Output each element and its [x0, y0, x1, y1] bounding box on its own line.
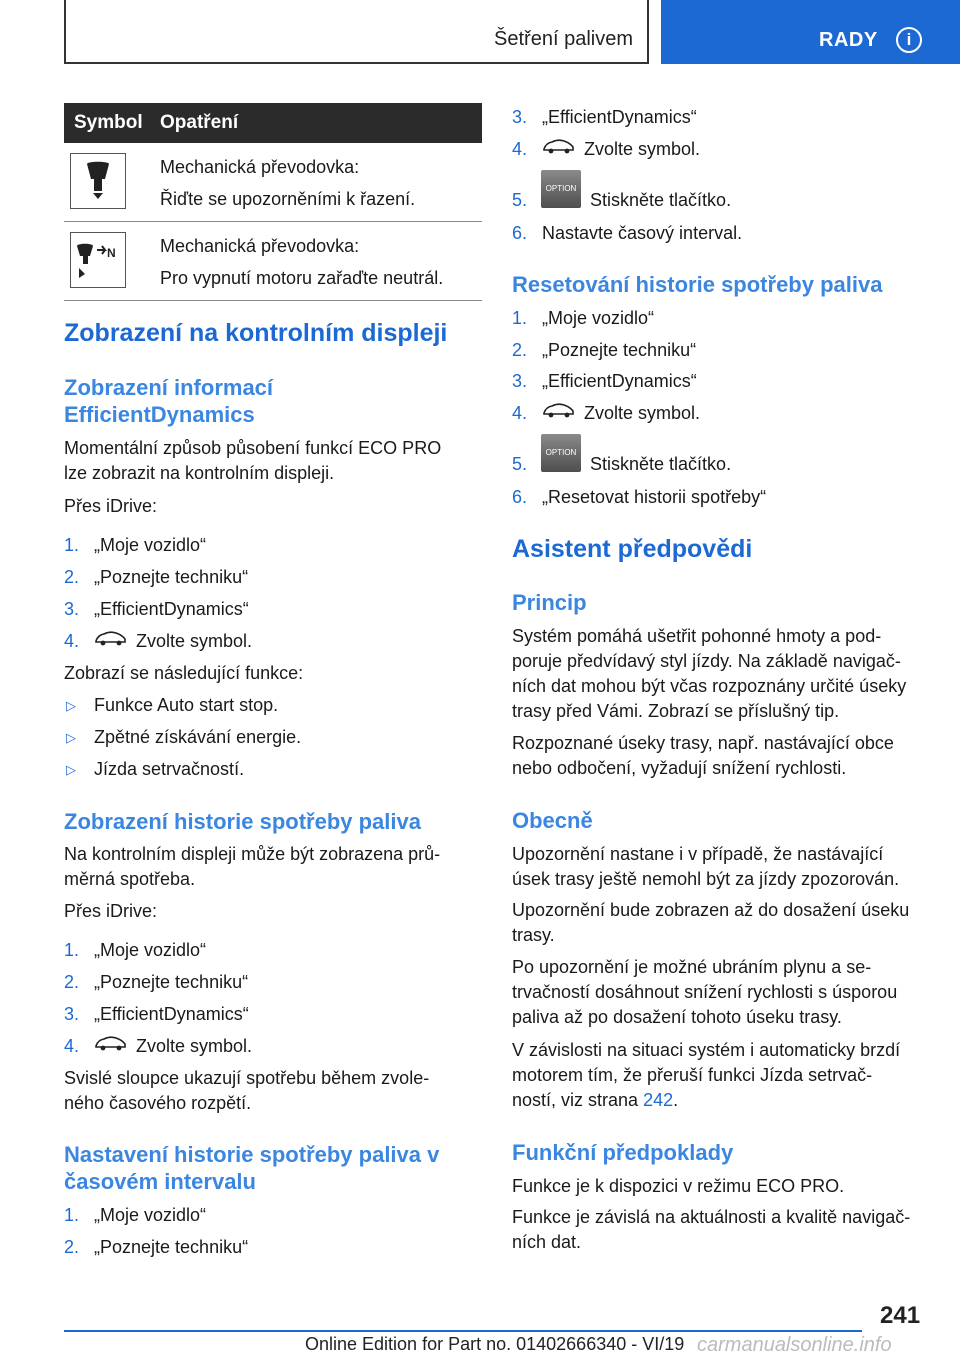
table-cell-line: Mechanická převodovka: — [160, 236, 360, 256]
paragraph: Přes iDrive: — [64, 496, 158, 516]
paragraph: Na kontrolním displeji může být zobrazena prů‐ měrná spotřeba. — [64, 844, 441, 889]
car-icon — [542, 401, 576, 428]
paragraph: Zobrazí se následující funkce: — [64, 663, 304, 683]
list-item: 5. OPTION Stiskněte tlačítko. — [512, 434, 932, 476]
page-number: 241 — [880, 1302, 921, 1329]
car-icon — [94, 1034, 128, 1061]
table-header-action: Opatření — [150, 103, 482, 143]
subsection-title: Zobrazení informací EfficientDynamics — [64, 375, 274, 427]
table-cell-line: Pro vypnutí motoru zařaďte neutrál. — [160, 268, 444, 288]
header-tab-label: RADY — [819, 29, 878, 51]
section-title: Asistent předpovědi — [512, 535, 753, 563]
list-item: 3. „EfficientDynamics“ — [512, 371, 697, 391]
list-item: 4. Zvolte symbol. — [512, 401, 932, 426]
list-item: 3. „EfficientDynamics“ — [64, 599, 249, 619]
car-icon — [94, 629, 128, 656]
list-item: 2. „Poznejte techniku“ — [64, 972, 249, 992]
list-item: ▷ Funkce Auto start stop. — [66, 695, 279, 715]
header-tab[interactable] — [661, 0, 960, 64]
paragraph: Momentální způsob působení funkcí ECO PRO lze zobrazit na kontrolním displeji. — [64, 438, 442, 483]
svg-text:N: N — [107, 246, 116, 260]
gear-neutral-icon — [70, 232, 126, 288]
subsection-title: Zobrazení historie spotřeby paliva — [64, 809, 421, 834]
section-title: Zobrazení na kontrolním displeji — [64, 319, 448, 347]
paragraph: Funkce je k dispozici v režimu ECO PRO. — [512, 1176, 845, 1196]
paragraph: Svislé sloupce ukazují spotřebu během zvole‐ ného časového rozpětí. — [64, 1068, 430, 1113]
symbol-table — [64, 103, 482, 301]
footer-divider — [64, 1330, 862, 1332]
list-item: 6. „Resetovat historii spotřeby“ — [512, 487, 767, 507]
paragraph: Funkce je závislá na aktuálnosti a kvalitě navigač‐ ních dat. — [512, 1207, 911, 1252]
list-item: 4. Zvolte symbol. — [512, 137, 932, 162]
paragraph: Upozornění bude zobrazen až do dosažení úseku trasy. — [512, 900, 910, 945]
car-icon — [542, 137, 576, 164]
header-section-box — [64, 0, 649, 64]
paragraph: Upozornění nastane i v případě, že nastávající úsek trasy ještě nemohl být za jízdy zpozorován. — [512, 844, 900, 889]
list-item: 2. „Poznejte techniku“ — [64, 1237, 249, 1257]
list-item: 1. „Moje vozidlo“ — [64, 535, 207, 555]
list-item: 3. „EfficientDynamics“ — [64, 1004, 249, 1024]
table-header-symbol: Symbol — [64, 103, 150, 143]
list-item: 1. „Moje vozidlo“ — [512, 308, 655, 328]
list-item: 4. Zvolte symbol. — [64, 629, 464, 654]
subsection-title: Princip — [512, 590, 587, 615]
table-row — [64, 143, 482, 222]
watermark: carmanualsonline.info — [697, 1334, 892, 1356]
paragraph: Systém pomáhá ušetřit pohonné hmoty a pod‐ poruje předvídavý styl jízdy. Na základě navigač‐ ních dat mohou být včas rozpoznány určité úseky trasy před Vámi. Zobrazí se příslušný tip. — [512, 626, 907, 721]
list-item: ▷ Jízda setrvačností. — [66, 759, 245, 779]
list-item: 3. „EfficientDynamics“ — [512, 107, 697, 127]
table-row — [64, 222, 482, 301]
paragraph: Po upozornění je možné ubráním plynu a se‐ trvačností dosáhnout snížení rychlosti s úsporou paliva až po dosažení tohoto úseku trasy. — [512, 957, 898, 1027]
paragraph: Rozpoznané úseky trasy, např. nastávající obce nebo odbočení, vyžadují snížení rychlosti. — [512, 733, 894, 778]
option-button-icon: OPTION — [541, 170, 581, 208]
list-item: 5. OPTION Stiskněte tlačítko. — [512, 170, 932, 212]
info-icon[interactable]: i — [896, 27, 922, 53]
list-item: 2. „Poznejte techniku“ — [64, 567, 249, 587]
option-button-icon: OPTION — [541, 434, 581, 472]
list-item: 6. Nastavte časový interval. — [512, 223, 743, 243]
list-item: 1. „Moje vozidlo“ — [64, 1205, 207, 1225]
subsection-title: Nastavení historie spotřeby paliva v časovém intervalu — [64, 1142, 440, 1194]
table-cell-line: Mechanická převodovka: — [160, 157, 360, 177]
footer-edition: Online Edition for Part no. 01402666340 - VI/19 — [305, 1334, 685, 1354]
table-cell-line: Řiďte se upozorněními k řazení. — [160, 189, 416, 209]
page-link[interactable]: 242 — [643, 1090, 674, 1110]
list-item: 4. Zvolte symbol. — [64, 1034, 464, 1059]
header-section-title: Šetření palivem — [494, 28, 633, 50]
list-item: 2. „Poznejte techniku“ — [512, 340, 697, 360]
subsection-title: Funkční předpoklady — [512, 1140, 734, 1165]
subsection-title: Obecně — [512, 808, 593, 833]
gear-shift-icon — [70, 153, 126, 209]
list-item: 1. „Moje vozidlo“ — [64, 940, 207, 960]
subsection-title: Resetování historie spotřeby paliva — [512, 272, 883, 297]
paragraph: V závislosti na situaci systém i automaticky brzdí motorem tím, že přeruší funkci Jízda setrvač‐ ností, viz strana 242. — [512, 1040, 901, 1110]
list-item: ▷ Zpětné získávání energie. — [66, 727, 302, 747]
paragraph: Přes iDrive: — [64, 901, 158, 921]
